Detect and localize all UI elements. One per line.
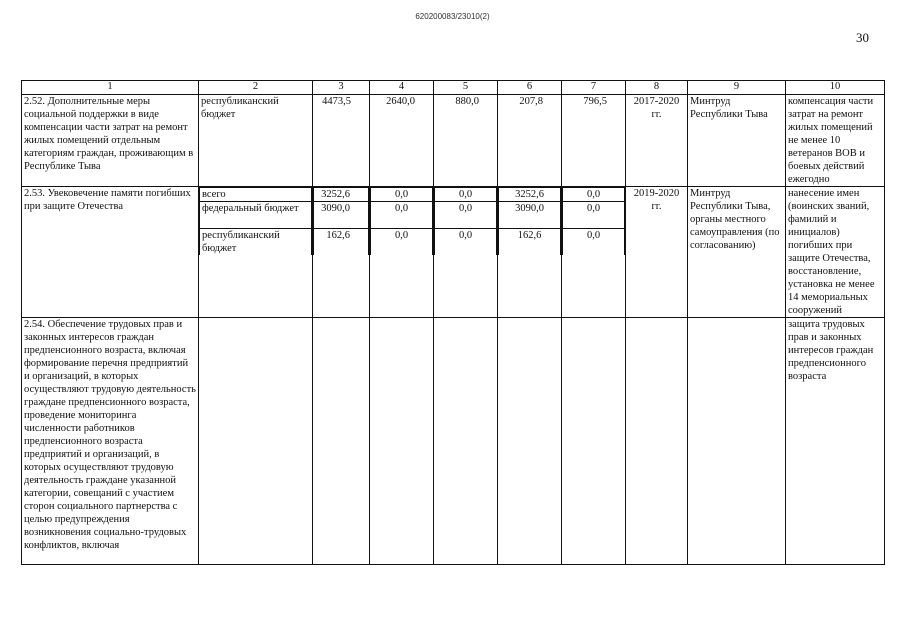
column-header: 3 — [313, 81, 370, 95]
amount-col4: 2640,0 — [370, 95, 434, 187]
total-amount: 162,6 — [314, 229, 369, 256]
amount-col5: 0,0 — [435, 202, 497, 229]
amount-col6: 3252,6 — [499, 188, 561, 202]
amount-col4 — [370, 318, 434, 565]
period: 2019-2020 гг. — [626, 187, 688, 318]
column-header: 9 — [688, 81, 786, 95]
total-amount: 3252,6 — [314, 188, 369, 202]
amounts-col5 — [434, 187, 498, 318]
funding-source: республиканский бюджет — [200, 229, 312, 256]
total-amounts — [313, 187, 370, 318]
amount-col6 — [498, 318, 562, 565]
amounts-col6 — [498, 187, 562, 318]
period: 2017-2020 гг. — [626, 95, 688, 187]
amount-col4: 0,0 — [371, 202, 433, 229]
measure-name: 2.54. Обеспечение трудовых прав и законных интересов граждан предпенсионного возраста, включая формирование перечня предприятий и организаций, в которых осуществляют трудовую деятельность граждане предпенсионного возраста, проведение мониторинга численности работников предпенсионного возраста предприятий и организаций, в которых осуществляют трудовую деятельность граждане указанной категории, совещаний с участием сторон социального партнерства с целью предупреждения возникновения социально-трудовых конфликтов, включая — [22, 318, 199, 565]
funding-source: республиканский бюджет — [199, 95, 313, 187]
column-header: 6 — [498, 81, 562, 95]
executor — [688, 318, 786, 565]
measure-name: 2.53. Увековечение памяти погибших при защите Отечества — [22, 187, 199, 318]
amount-col5 — [434, 318, 498, 565]
amount-col5: 880,0 — [434, 95, 498, 187]
period — [626, 318, 688, 565]
measures-table — [21, 80, 885, 565]
column-header: 2 — [199, 81, 313, 95]
amount-col5: 0,0 — [435, 229, 497, 256]
amount-col5: 0,0 — [435, 188, 497, 202]
table-row — [22, 187, 885, 318]
amount-col7: 796,5 — [562, 95, 626, 187]
expected-result: компенсация части затрат на ремонт жилых помещений не менее 10 ветеранов ВОВ и боевых действий ежегодно — [786, 95, 885, 187]
table-row — [22, 95, 885, 187]
amounts-col7 — [562, 187, 626, 318]
column-header: 1 — [22, 81, 199, 95]
funding-source: федеральный бюджет — [200, 202, 312, 229]
amount-col7: 0,0 — [563, 188, 625, 202]
funding-source: всего — [200, 188, 312, 202]
column-header: 7 — [562, 81, 626, 95]
column-header: 8 — [626, 81, 688, 95]
total-amount — [313, 318, 370, 565]
total-amount: 3090,0 — [314, 202, 369, 229]
total-amount: 4473,5 — [313, 95, 370, 187]
amount-col6: 207,8 — [498, 95, 562, 187]
document-id: 620200083/23010(2) — [415, 12, 490, 21]
amounts-col4 — [370, 187, 434, 318]
header-row — [22, 81, 885, 95]
amount-col7 — [562, 318, 626, 565]
expected-result: нанесение имен (воинских званий, фамилий и инициалов) погибших при защите Отечества, восстановление, установка не менее 14 мемориальных сооружений — [786, 187, 885, 318]
amount-col6: 162,6 — [499, 229, 561, 256]
executor: Минтруд Республики Тыва — [688, 95, 786, 187]
column-header: 10 — [786, 81, 885, 95]
expected-result: защита трудовых прав и законных интересов граждан предпенсионного возраста — [786, 318, 885, 565]
column-header: 5 — [434, 81, 498, 95]
funding-sources — [199, 187, 313, 318]
measure-name: 2.52. Дополнительные меры социальной поддержки в виде компенсации части затрат на ремонт жилых помещений отдельным категориям граждан, проживающим в Республике Тыва — [22, 95, 199, 187]
table-row — [22, 318, 885, 565]
page-number: 30 — [856, 30, 869, 45]
column-header: 4 — [370, 81, 434, 95]
amount-col6: 3090,0 — [499, 202, 561, 229]
executor: Минтруд Республики Тыва, органы местного самоуправления (по согласованию) — [688, 187, 786, 318]
funding-source — [199, 318, 313, 565]
amount-col4: 0,0 — [371, 229, 433, 256]
amount-col7: 0,0 — [563, 202, 625, 229]
amount-col7: 0,0 — [563, 229, 625, 256]
amount-col4: 0,0 — [371, 188, 433, 202]
